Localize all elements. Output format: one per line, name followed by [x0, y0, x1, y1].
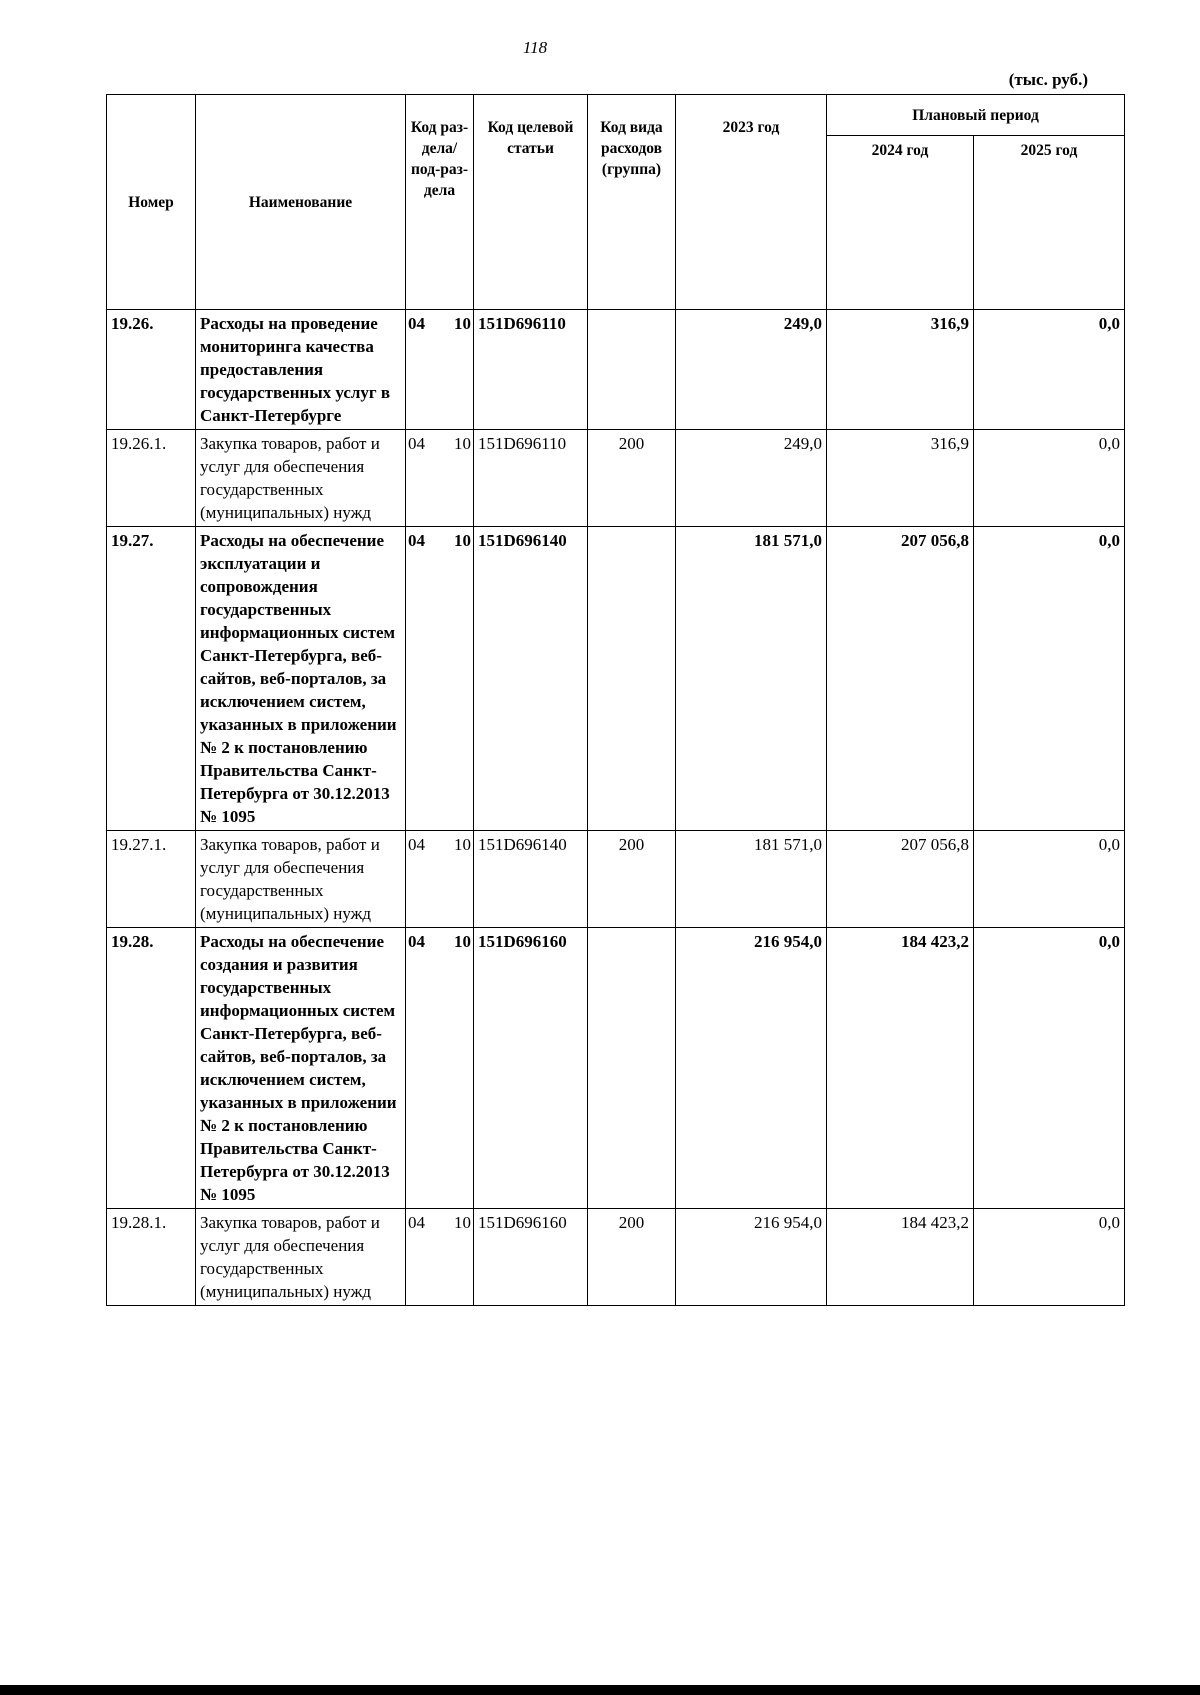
table-header	[107, 95, 1125, 310]
section-code: 04	[408, 314, 425, 333]
cell-2024: 184 423,2	[827, 928, 974, 1209]
cell-target-code: 151D696110	[474, 430, 588, 527]
cell-2023: 216 954,0	[676, 1209, 827, 1306]
cell-expense-type: 200	[588, 831, 676, 928]
cell-2024: 316,9	[827, 430, 974, 527]
cell-number: 19.26.	[107, 310, 196, 430]
cell-2025: 0,0	[974, 527, 1125, 831]
page-number: 118	[522, 38, 548, 57]
table-row	[107, 831, 1125, 928]
cell-name: Закупка товаров, работ и услуг для обеспечения государственных (муниципальных) нужд	[196, 430, 406, 527]
table-row	[107, 1209, 1125, 1306]
cell-2023: 181 571,0	[676, 831, 827, 928]
cell-expense-type	[588, 527, 676, 831]
subsection-code: 10	[454, 314, 471, 333]
cell-2024: 207 056,8	[827, 527, 974, 831]
header-target-code: Код целевой статьи	[474, 95, 588, 310]
cell-2024: 184 423,2	[827, 1209, 974, 1306]
cell-section-code	[406, 928, 474, 1209]
cell-2025: 0,0	[974, 831, 1125, 928]
section-code: 04	[408, 932, 425, 951]
cell-2023: 216 954,0	[676, 928, 827, 1209]
header-year-2025: 2025 год	[974, 136, 1125, 310]
cell-expense-type: 200	[588, 1209, 676, 1306]
cell-target-code: 151D696140	[474, 527, 588, 831]
cell-2024: 207 056,8	[827, 831, 974, 928]
cell-section-code	[406, 1209, 474, 1306]
cell-section-code	[406, 527, 474, 831]
table-row	[107, 430, 1125, 527]
cell-number: 19.26.1.	[107, 430, 196, 527]
cell-target-code: 151D696140	[474, 831, 588, 928]
cell-name: Закупка товаров, работ и услуг для обеспечения государственных (муниципальных) нужд	[196, 831, 406, 928]
cell-name: Расходы на обеспечение эксплуатации и сопровождения государственных информационных систем Санкт-Петербурга, веб-сайтов, веб-порталов, за исключением систем, указанных в приложении № 2 к постановлению Правительства Санкт-Петербурга от 30.12.2013 № 1095	[196, 527, 406, 831]
cell-name: Закупка товаров, работ и услуг для обеспечения государственных (муниципальных) нужд	[196, 1209, 406, 1306]
subsection-code: 10	[454, 932, 471, 951]
cell-target-code: 151D696160	[474, 928, 588, 1209]
cell-number: 19.27.	[107, 527, 196, 831]
table-body	[107, 310, 1125, 1306]
cell-number: 19.27.1.	[107, 831, 196, 928]
section-code: 04	[408, 531, 425, 550]
header-year-2023: 2023 год	[676, 95, 827, 310]
cell-name: Расходы на проведение мониторинга качества предоставления государственных услуг в Санкт-Петербурге	[196, 310, 406, 430]
cell-section-code	[406, 831, 474, 928]
budget-table	[106, 94, 1125, 1306]
cell-target-code: 151D696160	[474, 1209, 588, 1306]
cell-2023: 249,0	[676, 430, 827, 527]
subsection-code: 10	[454, 835, 471, 854]
table-row	[107, 310, 1125, 430]
header-number: Номер	[107, 95, 196, 310]
subsection-code: 10	[454, 531, 471, 550]
header-expense-type: Код вида расходов (группа)	[588, 95, 676, 310]
section-code: 04	[408, 1213, 425, 1232]
header-year-2024: 2024 год	[827, 136, 974, 310]
cell-section-code	[406, 430, 474, 527]
cell-target-code: 151D696110	[474, 310, 588, 430]
subsection-code: 10	[454, 434, 471, 453]
section-code: 04	[408, 434, 425, 453]
scan-bottom-edge	[0, 1685, 1200, 1695]
table-row	[107, 928, 1125, 1209]
cell-2024: 316,9	[827, 310, 974, 430]
cell-number: 19.28.1.	[107, 1209, 196, 1306]
cell-2025: 0,0	[974, 1209, 1125, 1306]
header-name: Наименование	[196, 95, 406, 310]
cell-expense-type: 200	[588, 430, 676, 527]
header-section-code: Код раз-дела/ под-раз-дела	[406, 95, 474, 310]
cell-2025: 0,0	[974, 430, 1125, 527]
cell-number: 19.28.	[107, 928, 196, 1209]
cell-expense-type	[588, 928, 676, 1209]
section-code: 04	[408, 835, 425, 854]
cell-section-code	[406, 310, 474, 430]
cell-2023: 249,0	[676, 310, 827, 430]
header-planned-period: Плановый период	[827, 95, 1125, 136]
cell-expense-type	[588, 310, 676, 430]
units-label: (тыс. руб.)	[1008, 70, 1088, 89]
cell-name: Расходы на обеспечение создания и развития государственных информационных систем Санкт-Петербурга, веб-сайтов, веб-порталов, за исключением систем, указанных в приложении № 2 к постановлению Правительства Санкт-Петербурга от 30.12.2013 № 1095	[196, 928, 406, 1209]
cell-2025: 0,0	[974, 310, 1125, 430]
table-row	[107, 527, 1125, 831]
cell-2023: 181 571,0	[676, 527, 827, 831]
subsection-code: 10	[454, 1213, 471, 1232]
cell-2025: 0,0	[974, 928, 1125, 1209]
